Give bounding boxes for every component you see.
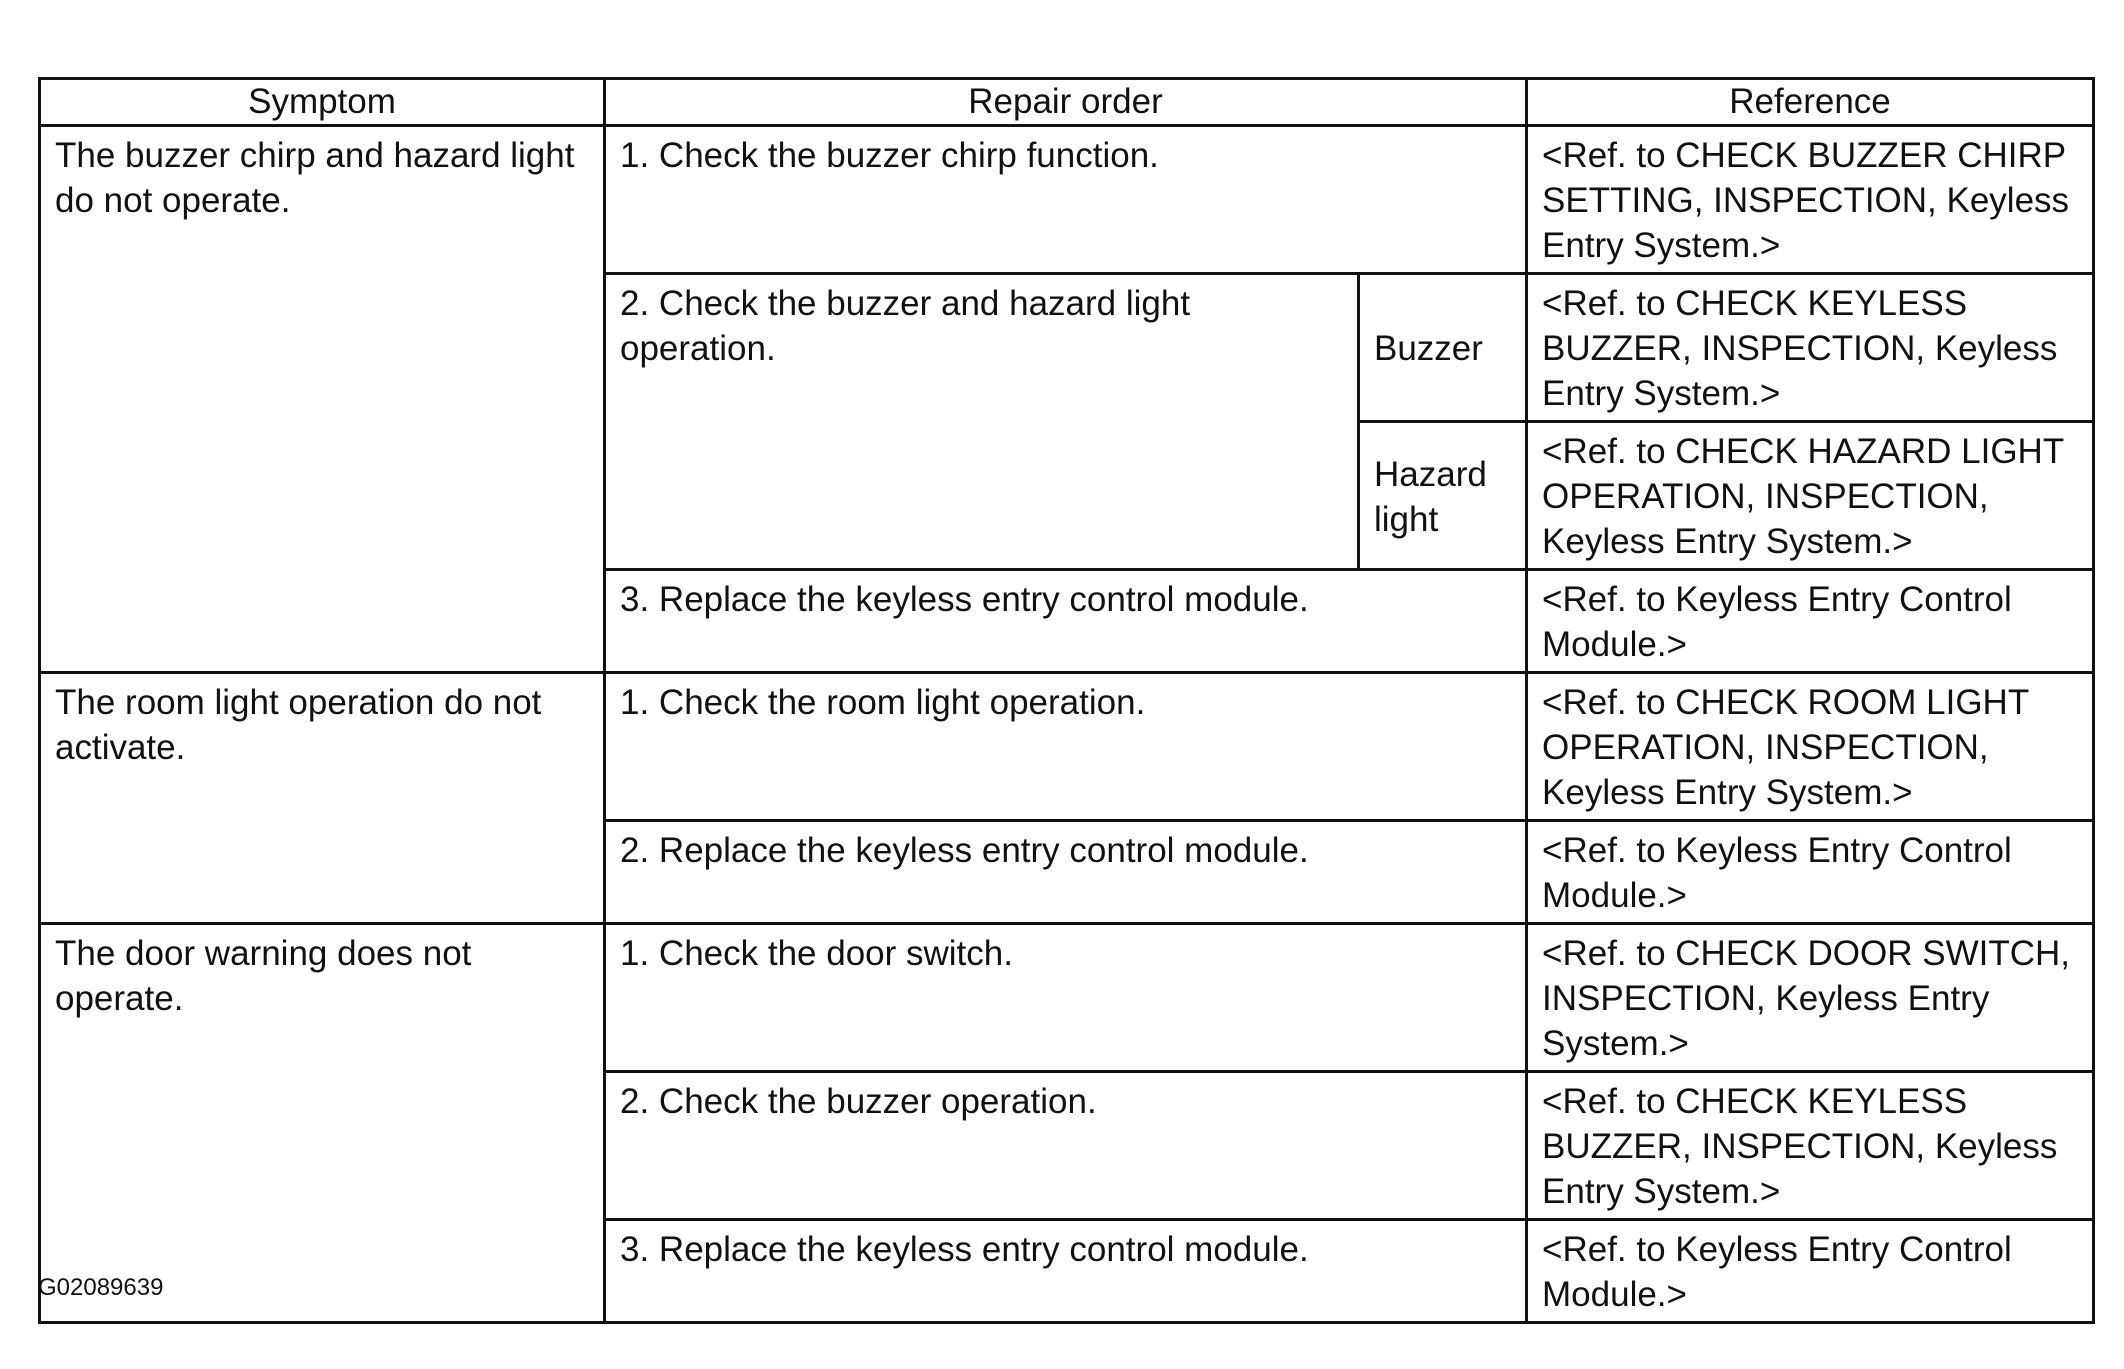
diagnosis-table xyxy=(38,77,2095,1324)
repair-step-cell: 2. Check the buzzer operation. xyxy=(605,1072,1527,1220)
symptom-cell: The room light operation do not activate. xyxy=(40,673,605,924)
reference-cell: <Ref. to Keyless Entry Control Module.> xyxy=(1527,570,2094,673)
reference-cell: <Ref. to CHECK KEYLESS BUZZER, INSPECTION, Keyless Entry System.> xyxy=(1527,1072,2094,1220)
symptom-cell: The buzzer chirp and hazard light do not operate. xyxy=(40,126,605,673)
header-symptom: Symptom xyxy=(40,79,605,126)
reference-cell: <Ref. to CHECK HAZARD LIGHT OPERATION, INSPECTION, Keyless Entry System.> xyxy=(1527,422,2094,570)
table-header-row xyxy=(40,79,2094,126)
repair-step-cell: 3. Replace the keyless entry control module. xyxy=(605,570,1527,673)
sub-item-label-cell: Buzzer xyxy=(1359,274,1527,422)
table-row xyxy=(40,126,2094,274)
repair-step-cell: 1. Check the buzzer chirp function. xyxy=(605,126,1527,274)
figure-id: G02089639 xyxy=(38,1274,164,1301)
reference-cell: <Ref. to CHECK ROOM LIGHT OPERATION, INSPECTION, Keyless Entry System.> xyxy=(1527,673,2094,821)
reference-cell: <Ref. to Keyless Entry Control Module.> xyxy=(1527,1220,2094,1323)
reference-cell: <Ref. to Keyless Entry Control Module.> xyxy=(1527,821,2094,924)
header-reference: Reference xyxy=(1527,79,2094,126)
symptom-cell: The door warning does not operate. xyxy=(40,924,605,1323)
repair-step-cell: 1. Check the room light operation. xyxy=(605,673,1527,821)
reference-cell: <Ref. to CHECK DOOR SWITCH, INSPECTION, Keyless Entry System.> xyxy=(1527,924,2094,1072)
table-row xyxy=(40,673,2094,821)
diagnosis-table-container xyxy=(38,77,2095,1324)
repair-step-cell: 2. Replace the keyless entry control module. xyxy=(605,821,1527,924)
table-row xyxy=(40,924,2094,1072)
reference-cell: <Ref. to CHECK KEYLESS BUZZER, INSPECTION, Keyless Entry System.> xyxy=(1527,274,2094,422)
repair-step-cell: 2. Check the buzzer and hazard light operation. xyxy=(605,274,1359,570)
sub-item-label-cell: Hazard light xyxy=(1359,422,1527,570)
repair-step-cell: 3. Replace the keyless entry control module. xyxy=(605,1220,1527,1323)
repair-step-cell: 1. Check the door switch. xyxy=(605,924,1527,1072)
reference-cell: <Ref. to CHECK BUZZER CHIRP SETTING, INSPECTION, Keyless Entry System.> xyxy=(1527,126,2094,274)
header-repair-order: Repair order xyxy=(605,79,1527,126)
